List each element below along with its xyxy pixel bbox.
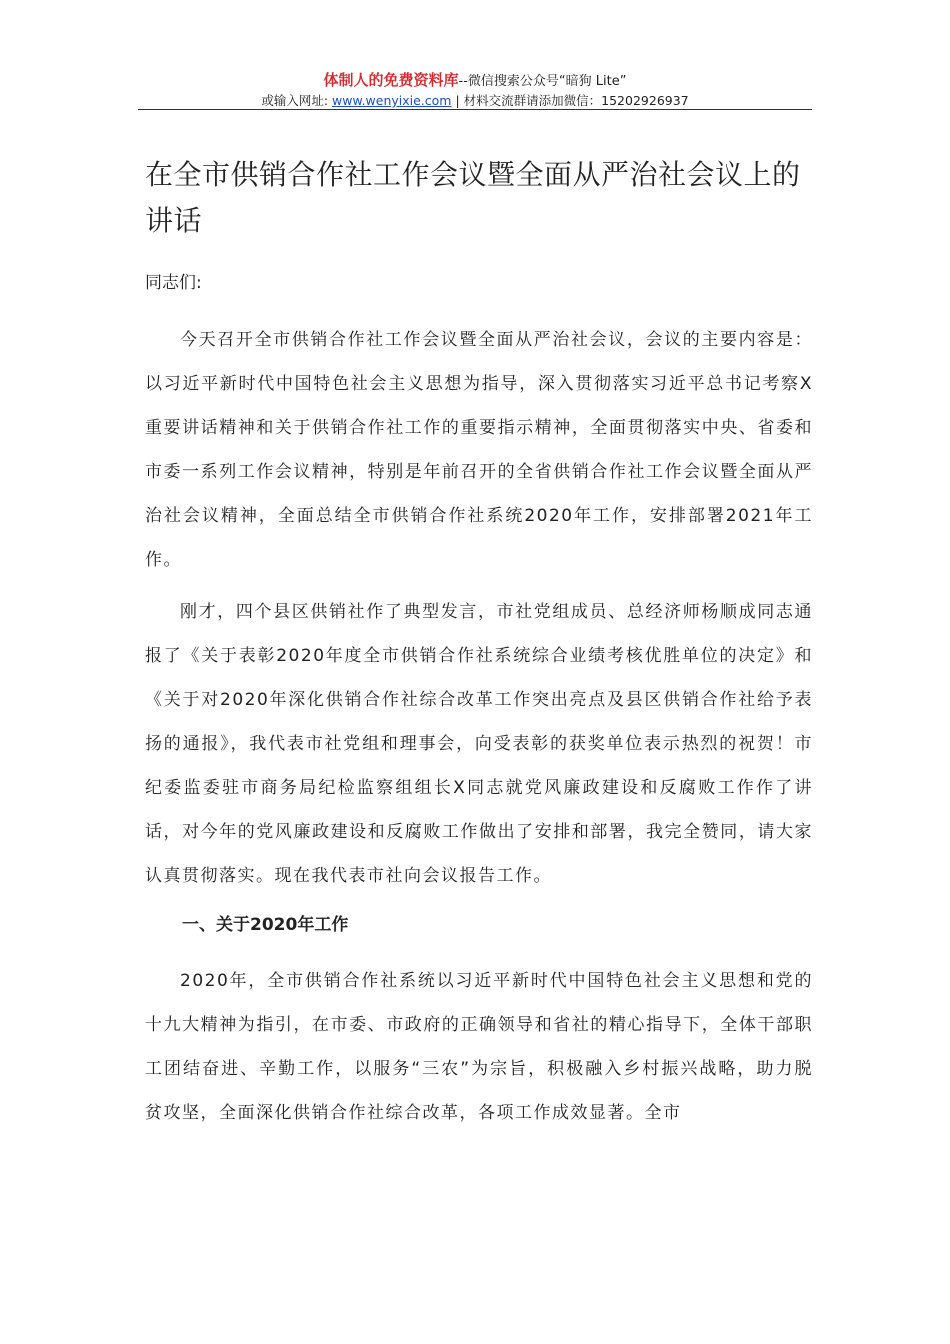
salutation: 同志们: [145,273,202,293]
header-url-prefix: 或输入网址: [261,93,329,108]
section-heading: 一、关于2020年工作 [182,915,349,935]
paragraph-1: 今天召开全市供销合作社工作会议暨全面从严治社会议，会议的主要内容是：以习近平新时代中国特色社会主义思想为指导，深入贯彻落实习近平总书记考察X重要讲话精神和关于供销合作社工作的重要指示精神，全面贯彻落实中央、省委和市委一系列工作会议精神，特别是年前召开的全省供销合作社工作会议暨全面从严治社会议精神，全面总结全市供销合作社系统2020年工作，安排部署2021年工作。 [145,330,813,570]
header-contact: | 材料交流群请添加微信：15202926937 [455,93,689,108]
header-brand: 体制人的免费资料库 [323,71,459,89]
header-url-link[interactable]: www.wenyixie.com [332,93,452,108]
header-brand-suffix: --微信搜索公众号“暗狗 Lite” [458,74,627,89]
page-header [138,70,812,110]
paragraph-2: 刚才，四个县区供销社作了典型发言，市社党组成员、总经济师杨顺成同志通报了《关于表彰2020年度全市供销合作社系统综合业绩考核优胜单位的决定》和《关于对2020年深化供销合作社综合改革工作突出亮点及县区供销合作社给予表扬的通报》，我代表市社党组和理事会，向受表彰的获奖单位表示热烈的祝贺！市纪委监委驻市商务局纪检监察组组长X同志就党风廉政建设和反腐败工作作了讲话，对今年的党风廉政建设和反腐败工作做出了安排和部署，我完全赞同，请大家认真贯彻落实。现在我代表市社向会议报告工作。 [145,602,813,886]
header-line-1 [138,70,812,92]
header-line-2 [138,92,812,110]
document-title: 在全市供销合作社工作会议暨全面从严治社会议上的讲话 [145,158,801,237]
header-divider [138,109,812,110]
paragraph-3: 2020年，全市供销合作社系统以习近平新时代中国特色社会主义思想和党的十九大精神为指引，在市委、市政府的正确领导和省社的精心指导下，全体干部职工团结奋进、辛勤工作，以服务“三农”为宗旨，积极融入乡村振兴战略，助力脱贫攻坚，全面深化供销合作社综合改革，各项工作成效显著。全市 [145,971,813,1123]
